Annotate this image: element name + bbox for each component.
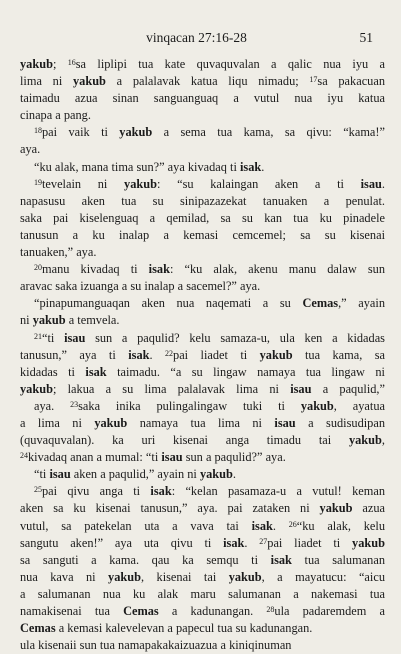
text-run: saka inika pulingalingaw tuki ti [78,398,301,413]
text-run: tanusun,” aya ti [20,347,129,362]
text-run: . [149,347,166,362]
text-line [20,73,385,90]
bold-name: isau [274,415,296,430]
text-run: ni [20,313,33,328]
text-run: , a mayatucu: “aicu [261,569,385,584]
text-line [20,330,385,347]
verse-number: 28 [266,605,275,614]
text-run: kivadaq anan a mumal: “ti [28,450,162,465]
verse-number: 20 [34,263,42,273]
verse-number: 26 [288,519,297,529]
text-run: ; lakua a su lima palalavak lima ni [52,381,291,396]
verse-number: 19 [34,177,42,187]
text-line [20,620,385,637]
text-run: namakisenai tua [20,604,124,618]
text-run: taimadu azua sinan sanguanguaq a vutul nua iyu katua [20,91,385,106]
bold-name: yakub [228,569,262,584]
text-run: pai liadet ti [267,535,353,550]
bold-name: isau [161,450,183,465]
text-run: , [381,433,385,448]
text-line [20,347,385,364]
text-run: . [232,467,236,482]
text-run: azua [352,501,385,516]
text-run: aken sa ku kisenai tanusun,” aya. pai zataken ni [20,501,320,516]
text-line [20,261,385,278]
text-line [20,449,385,466]
text-line [20,535,385,552]
text-run: : “ku alak, akenu manu dalaw sun [169,262,385,277]
bold-name: yakub [94,415,128,430]
bold-name: yakub [319,501,353,516]
text-run: a paqulid,” [311,381,385,396]
text-run: . [261,159,265,174]
bold-name: Cemas [302,296,339,311]
text-run: a sema tua kama, sa qivu: “kama!” [152,125,386,140]
text-run: aken a paqulid,” ayain ni [70,467,200,482]
verse-number: 17 [309,75,318,85]
text-run: “ku alak, kelu [296,518,385,533]
bold-name: yakub [348,433,382,448]
text-run: sangutu aken!” aya uta qivu ti [20,535,224,550]
body-text [20,56,385,654]
text-run: ,” ayain [338,296,385,311]
bold-name: isak [85,364,107,379]
bold-name: yakub [108,569,141,584]
text-run: aravac saka izuanga a su inalap a sacemel?” aya. [20,279,261,294]
bold-name: isak [148,262,170,277]
text-line [20,278,385,295]
bold-name: yakub [72,74,106,89]
text-run: ula kisenaii sun tua namapakakaizuazua a kiniqinuman [20,638,292,653]
text-run: a palalavak katua liqu nimadu; [105,74,310,89]
text-line [20,227,385,244]
text-run: sa liplipi tua kate quvaquvalan a qalic nua iyu a [75,57,386,71]
text-line [20,415,385,432]
text-line [20,141,385,158]
bold-name: yakub [119,125,153,140]
text-line [20,244,385,261]
text-line [20,56,385,73]
text-line [20,381,385,398]
bold-name: yakub [199,467,233,482]
text-line [20,466,385,483]
text-run: tanuaken,” aya. [20,245,97,260]
text-run: , ayatua [333,398,385,413]
text-run: aya. [34,398,71,413]
text-line [20,90,385,107]
text-run: manu kivadaq ti [42,262,149,277]
text-run: ula padaremdem a [274,604,385,618]
text-run: namaya tua lima ni [127,415,275,430]
text-run: napasusu aken tua su sinipazazekat tanuaken a penulat. [20,193,385,208]
page-number: 51 [359,30,373,45]
text-line [20,432,385,449]
text-line [20,107,385,124]
text-line [20,483,385,500]
verse-number: 18 [34,126,42,136]
text-run: kidadas ti [20,364,86,379]
text-line [20,398,385,415]
running-head: vinqacan 27:16-28 [146,30,247,45]
text-run: “ti [34,467,50,482]
text-line [20,124,385,141]
bold-name: isak [128,347,150,362]
bold-name: yakub [32,313,66,328]
text-line [20,312,385,329]
text-run: a kemasi kalevelevan a papecul tua su kadunangan. [55,621,313,636]
text-line [20,500,385,517]
text-line [20,176,385,193]
text-line [20,603,385,620]
page-header [20,30,373,46]
bold-name: isau [290,381,312,396]
text-run: . [272,518,289,533]
verse-number: 16 [67,58,76,67]
text-run: tua salumanan [291,552,385,567]
text-run: tevelain ni [42,176,125,191]
text-run: “ku alak, mana tima sun?” aya kivadaq ti [34,159,240,174]
verse-number: 24 [20,451,28,461]
text-run: a lima ni [20,415,95,430]
bold-name: yakub [20,57,53,71]
text-run: “pinapumanguaqan aken nua naqemati a su [34,296,303,311]
bold-name: yakub [352,535,385,550]
text-run: aya. [20,142,41,157]
bold-name: Cemas [123,604,159,618]
bold-name: isak [251,518,273,533]
text-run: : “su kalaingan aken a ti [157,176,361,191]
text-run: : “kelan pasamaza-u a vutul! keman [171,484,385,499]
verse-number: 23 [70,399,79,409]
bold-name: isau [49,467,71,482]
text-run: a temvela. [65,313,120,328]
text-line [20,295,385,312]
verse-number: 21 [34,331,42,341]
text-run: pai liadet ti [173,347,260,362]
text-run: , kisenai tai [141,569,229,584]
text-run: nua kava ni [20,569,109,584]
text-run: sun a paqulid?” aya. [182,450,286,465]
text-line [20,552,385,569]
bold-name: isau [64,330,86,345]
text-run: . [381,176,385,191]
text-run: cinapa a pang. [20,108,91,123]
text-line [20,518,385,535]
text-run: ; [52,57,68,71]
text-run: sa pakacuan [317,74,385,89]
bold-name: isau [360,176,382,191]
text-line [20,193,385,210]
text-run: “ti [42,330,65,345]
verse-number: 22 [165,348,174,358]
text-run: a sudisudipan [295,415,385,430]
text-run: a salumanan nua ku alak maru salumanan a nakemasi tua [20,586,385,601]
text-run: tua kama, sa [292,347,386,362]
bold-name: yakub [300,398,334,413]
text-run: pai qivu anga ti [42,484,151,499]
bold-name: isak [223,535,245,550]
bold-name: Cemas [20,621,56,636]
text-run: lima ni [20,74,73,89]
bold-name: yakub [124,176,157,191]
text-run: sun a paqulid? kelu samaza-u, ula ken a kidadas [85,330,385,345]
text-line [20,364,385,381]
text-run: sa sanguti a kama. qau ka semqu ti [20,552,271,567]
text-run: vutul, sa patekelan uta a vava tai [20,518,252,533]
text-line [20,210,385,227]
bold-name: yakub [259,347,293,362]
bold-name: yakub [20,381,53,396]
text-run: pai vaik ti [42,125,120,140]
text-run: tanusun a ku inalap a kemasi cemcemel; sa su kisenai [20,227,385,242]
verse-number: 25 [34,485,42,495]
text-run: (quvaquvalan). ka uri kisenai anga timadu tai [20,433,349,448]
text-line [20,569,385,586]
bold-name: isak [150,484,172,499]
text-run: a kadunangan. [158,604,267,618]
text-line [20,159,385,176]
text-run: . [244,535,260,550]
text-line [20,637,385,654]
text-run: saka pai kiselenguaq a qemilad, sa su kan tua ku pinadele [20,210,385,225]
bold-name: isak [270,552,292,567]
text-run: taimadu. “a su lingaw namaya tua lingaw ni [106,364,385,379]
verse-number: 27 [259,536,268,546]
bold-name: isak [240,159,262,174]
text-line [20,586,385,603]
